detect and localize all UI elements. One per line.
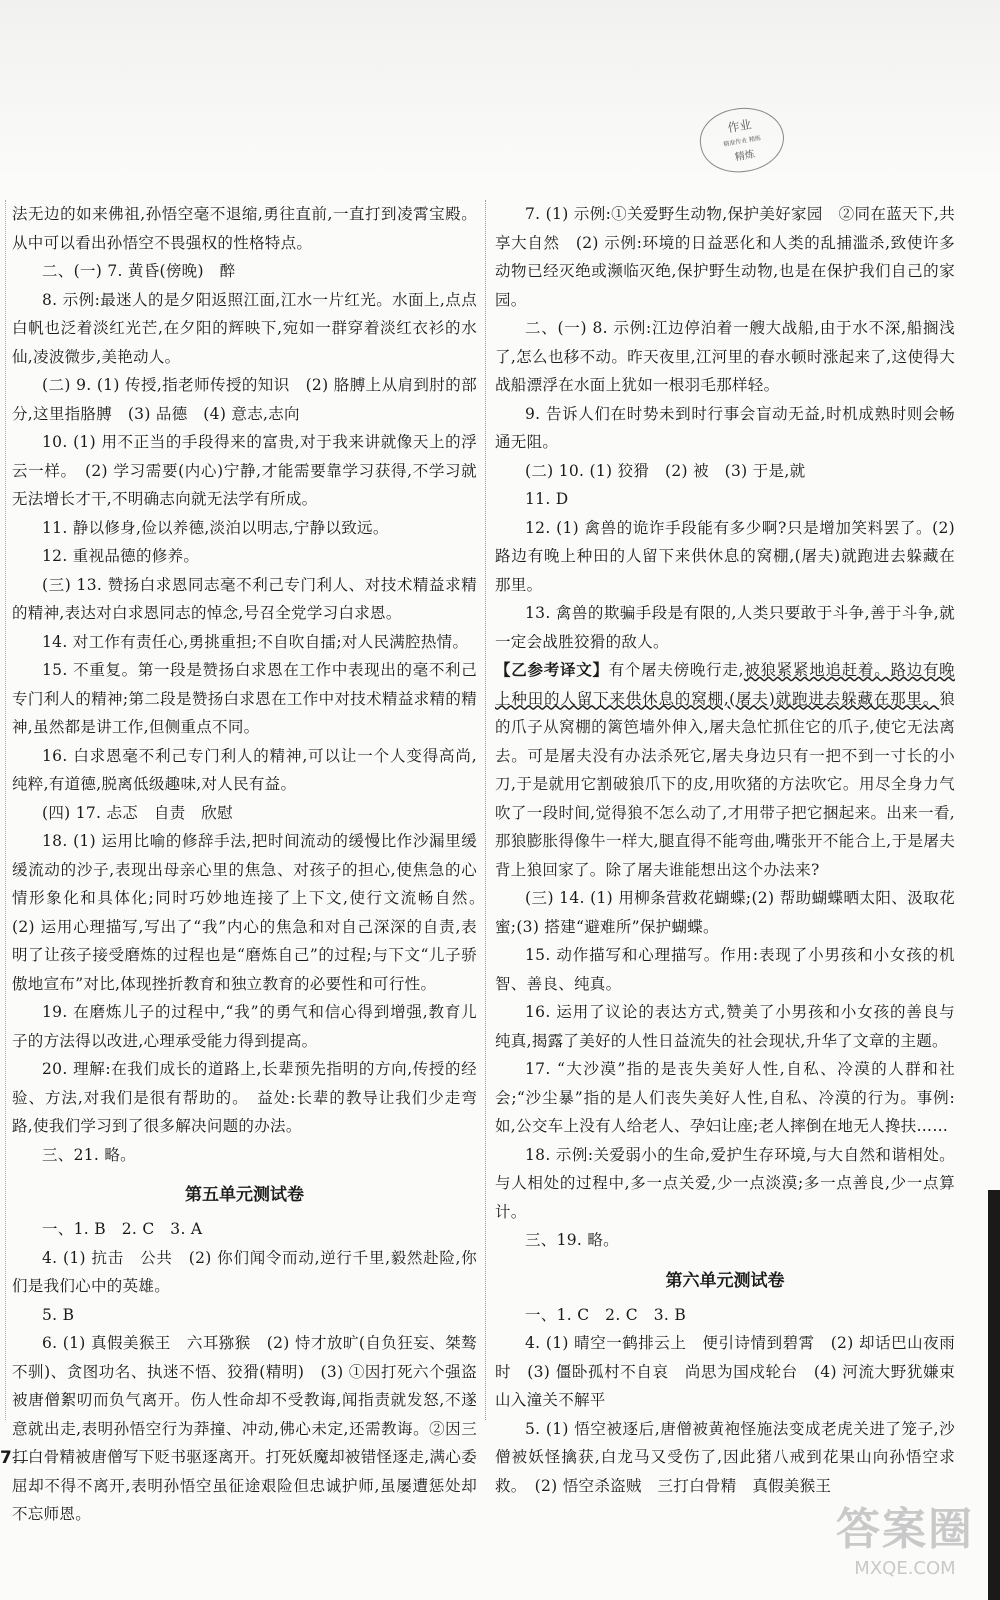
translation-text: 有个屠夫傍晚行走,	[608, 661, 744, 679]
answer-text: 12. (1) 禽兽的诡诈手段能有多少啊?只是增加笑料罢了。(2) 路边有晚上种田的人留下来供休息的窝棚,(屠夫)就跑进去躲藏在那里。	[495, 518, 955, 594]
stamp-line-3: 精炼	[734, 149, 756, 164]
watermark-url: MXQE.COM	[854, 1558, 956, 1579]
answer-text: (四) 17. 忐忑 自责 欣慰	[42, 803, 233, 822]
translation-underlined-text: 被狼紧紧地追赶着。路边有晚上种田的人留下来供休息的窝棚,(屠夫)就跑进去躲藏在那里。	[495, 661, 955, 708]
column-divider	[485, 200, 486, 1420]
stamp-line-2: 精准作业 精练	[722, 134, 762, 149]
answer-paragraph	[495, 400, 955, 457]
answer-paragraph	[12, 1301, 477, 1330]
translation-paragraph	[495, 656, 955, 884]
answer-text: 一、1. B 2. C 3. A	[42, 1220, 203, 1238]
answer-text: 13. 禽兽的欺骗手段是有限的,人类只要敢于斗争,善于斗争,就一定会战胜狡猾的敌人。	[495, 604, 955, 651]
answer-paragraph	[12, 656, 477, 742]
answer-text: 7. (1) 示例:①关爱野生动物,保护美好家园 ②同在蓝天下,共享大自然 (2) 示例:环境的日益恶化和人类的乱捕滥杀,致使许多动物已经灭绝或濒临灭绝,保护野生动物,也是在保护我们自己的家园。	[495, 205, 955, 309]
answer-text: 19. 在磨炼儿子的过程中,“我”的勇气和信心得到增强,教育儿子的方法得以改进,心理承受能力得到提高。	[12, 1003, 477, 1050]
answer-paragraph	[12, 371, 477, 428]
answer-text: 9. 告诉人们在时势未到时行事会盲动无益,时机成熟时则会畅通无阻。	[495, 404, 955, 451]
answer-text: 14. 对工作有责任心,勇挑重担;不自吹自擂;对人民满腔热情。	[42, 632, 469, 651]
answer-paragraph	[495, 1301, 955, 1330]
answer-paragraph	[12, 286, 477, 372]
translation-text: 狼的爪子从窝棚的篱笆墙外伸入,屠夫急忙抓住它的爪子,使它无法离去。可是屠夫没有办法杀死它,屠夫身边只有一把不到一寸长的小刀,于是就用它割破狼爪下的皮,用吹猪的方法吹它。用尽全身力气吹了一段时间,觉得狼不怎么动了,才用带子把它捆起来。出来一看,那狼膨胀得像牛一样大,腿直得不能弯曲,嘴张开不能合上,于是屠夫背上狼回家了。除了屠夫谁能想出这个办法来?	[495, 689, 955, 879]
answer-text: 5. (1) 悟空被逐后,唐僧被黄袍怪施法变成老虎关进了笼子,沙僧被妖怪擒获,白龙马又受伤了,因此猪八戒到花果山向孙悟空求救。 (2) 悟空杀盗贼 三打白骨精 真假美猴王	[495, 1419, 955, 1495]
answer-text: 10. (1) 用不正当的手段得来的富贵,对于我来讲就像天上的浮云一样。 (2) 学习需要(内心)宁静,才能需要靠学习获得,不学习就无法增长才干,不明确志向就无法学有所成。	[12, 433, 477, 508]
answer-paragraph	[495, 485, 955, 514]
answer-paragraph	[12, 628, 477, 657]
answer-text: 三、21. 略。	[42, 1145, 136, 1164]
answer-text: 15. 不重复。第一段是赞扬白求恩在工作中表现出的毫不利己专门利人的精神;第二段是赞扬白求恩在工作中对技术精益求精的精神,虽然都是讲工作,但侧重点不同。	[12, 661, 477, 736]
answer-text: (二) 9. (1) 传授,指老师传授的知识 (2) 胳膊上从肩到肘的部分,这里指胳膊 (3) 品德 (4) 意志,志向	[12, 376, 477, 423]
answer-text: 8. 示例:最迷人的是夕阳返照江面,江水一片红光。水面上,点点白帆也泛着淡红光芒,在夕阳的辉映下,宛如一群穿着淡红衣衫的水仙,凌波微步,美艳动人。	[12, 290, 477, 366]
answer-text: (三) 14. (1) 用柳条营救花蝴蝶;(2) 帮助蝴蝶晒太阳、汲取花蜜;(3) 搭建“避难所”保护蝴蝶。	[495, 889, 955, 936]
answer-paragraph	[12, 742, 477, 799]
answer-text: 11. 静以修身,俭以养德,淡泊以明志,宁静以致远。	[42, 518, 389, 537]
section-title: 第六单元测试卷	[665, 1270, 785, 1291]
answer-text: 二、(一) 8. 示例:江边停泊着一艘大战船,由于水不深,船搁浅了,怎么也移不动。昨天夜里,江河里的春水顿时涨起来了,这使得大战船漂浮在水面上犹如一根羽毛那样轻。	[495, 319, 955, 394]
answer-text: 6. (1) 真假美猴王 六耳猕猴 (2) 恃才放旷(自负狂妄、桀骜不驯)、贪图功名、执迷不悟、狡猾(精明) (3) ①因打死六个强盗被唐僧絮叨而负气离开。伤人性命却不受教诲,闻指责就发怒,不遂意就出走,表明孙悟空行为莽撞、冲动,佛心未定,还需教诲。②因三打白骨精被唐僧写下贬书驱逐离开。打死妖魔却被错怪逐走,满心委屈却不得不离开,表明孙悟空虽征途艰险但忠诚护师,虽屡遭惩处却不忘师恩。	[12, 1334, 477, 1523]
stamp-line-1: 作业	[726, 117, 753, 136]
answer-paragraph	[12, 1244, 477, 1301]
answer-paragraph	[12, 998, 477, 1055]
answer-paragraph	[12, 1329, 477, 1529]
answer-paragraph	[12, 799, 477, 828]
answer-text: 5. B	[42, 1305, 75, 1324]
answer-text: (三) 13. 赞扬白求恩同志毫不利己专门利人、对技术精益求精的精神,表达对白求恩同志的悼念,号召全党学习白求恩。	[12, 575, 477, 622]
page-number: 7	[0, 1448, 12, 1468]
watermark-text: 答案圈	[836, 1504, 974, 1555]
answer-paragraph	[12, 827, 493, 998]
answer-paragraph	[12, 514, 477, 543]
answer-paragraph	[12, 571, 477, 628]
left-column	[12, 200, 493, 1529]
watermark-logo	[820, 1502, 990, 1597]
answer-paragraph	[12, 1141, 477, 1170]
answer-text: 一、1. C 2. C 3. B	[525, 1305, 687, 1324]
answer-paragraph	[495, 599, 955, 656]
answer-text: 17. “大沙漠”指的是丧失美好人性,自私、冷漠的人群和社会;“沙尘暴”指的是人们丧失美好人性,自私、冷漠的行为。事例:如,公交车上没有人给老人、孕妇让座;老人摔倒在地无人搀扶……	[495, 1060, 955, 1135]
answer-text: 18. (1) 运用比喻的修辞手法,把时间流动的缓慢比作沙漏里缓缓流动的沙子,表现出母亲心里的焦急、对孩子的担心,使焦急的心情形象化和具体化;同时巧妙地连接了上下文,使行文流畅自然。 (2) 运用心理描写,写出了“我”内心的焦急和对自己深深的自责,表明了让孩子接受磨炼的过程也是“磨炼自己”的过程;与下文“儿子骄傲地宣布”对比,体现挫折教育和独立教育的必要性和可行性。	[12, 832, 493, 993]
page-number-dash	[14, 1460, 28, 1461]
answer-text: 4. (1) 抗击 公共 (2) 你们闻令而动,逆行千里,毅然赴险,你们是我们心中的英雄。	[12, 1248, 477, 1295]
answer-text: 法无边的如来佛祖,孙悟空毫不退缩,勇往直前,一直打到凌霄宝殿。从中可以看出孙悟空不畏强权的性格特点。	[12, 205, 477, 252]
page-top-shading	[0, 0, 1000, 180]
answer-paragraph	[495, 941, 955, 998]
answer-paragraph	[495, 1329, 971, 1415]
answer-text: 12. 重视品德的修养。	[42, 547, 200, 565]
answer-text: 16. 运用了议论的表达方式,赞美了小男孩和小女孩的善良与纯真,揭露了美好的人性日益流失的社会现状,升华了文章的主题。	[495, 1003, 955, 1050]
translation-label: 【乙参考译文】	[495, 660, 609, 679]
answer-paragraph	[495, 200, 955, 314]
answer-paragraph	[495, 884, 955, 941]
left-margin-rule	[5, 200, 6, 1420]
answer-paragraph	[495, 514, 955, 600]
answer-paragraph	[12, 257, 477, 286]
answer-paragraph	[12, 542, 477, 571]
answer-paragraph	[12, 1055, 477, 1141]
answer-text: 16. 白求恩毫不利己专门利人的精神,可以让一个人变得高尚,纯粹,有道德,脱离低级趣味,对人民有益。	[12, 746, 477, 793]
answer-text: 4. (1) 晴空一鹤排云上 便引诗情到碧霄 (2) 却话巴山夜雨时 (3) 僵卧孤村不自哀 尚思为国戍轮台 (4) 河流大野犹嫌束 山入潼关不解平	[495, 1334, 971, 1409]
answer-text: 18. 示例:关爱弱小的生命,爱护生存环境,与大自然和谐相处。与人相处的过程中,多一点关爱,少一点淡漠;多一点善良,少一点算计。	[495, 1145, 955, 1221]
answer-paragraph	[12, 428, 477, 514]
answer-text: 20. 理解:在我们成长的道路上,长辈预先指明的方向,传授的经验、方法,对我们是很有帮助的。 益处:长辈的教导让我们少走弯路,使我们学习到了很多解决问题的办法。	[12, 1060, 477, 1135]
answer-paragraph	[12, 200, 477, 257]
answer-paragraph	[495, 1415, 955, 1501]
answer-paragraph	[495, 1055, 955, 1141]
right-column	[495, 200, 971, 1500]
answer-text: (二) 10. (1) 狡猾 (2) 被 (3) 于是,就	[525, 461, 806, 480]
answer-paragraph	[12, 1215, 477, 1244]
answer-paragraph	[495, 1226, 955, 1255]
section-title: 第五单元测试卷	[185, 1185, 304, 1205]
answer-paragraph	[495, 457, 955, 486]
answer-text: 11. D	[525, 490, 569, 508]
answer-paragraph	[495, 1141, 955, 1227]
answer-text: 15. 动作描写和心理描写。作用:表现了小男孩和小女孩的机智、善良、纯真。	[495, 946, 955, 993]
answer-text: 三、19. 略。	[525, 1231, 619, 1249]
answer-paragraph	[495, 314, 955, 400]
answer-text: 二、(一) 7. 黄昏(傍晚) 醉	[42, 262, 236, 280]
answer-paragraph	[495, 998, 955, 1055]
